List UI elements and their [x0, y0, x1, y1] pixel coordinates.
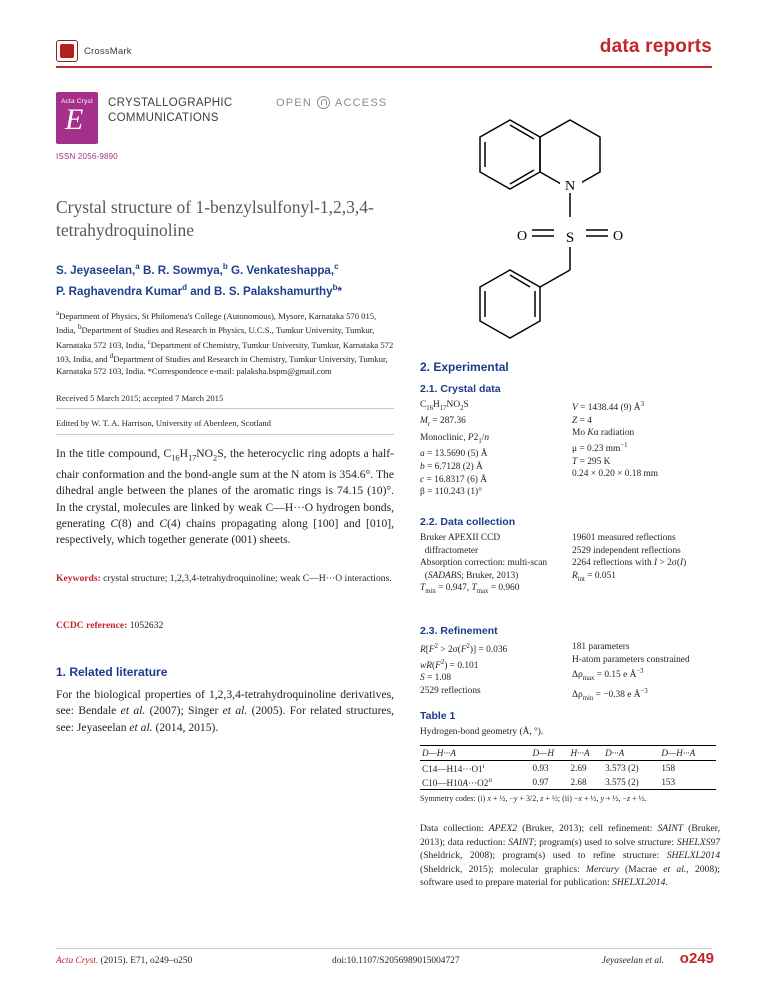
received-dates: Received 5 March 2015; accepted 7 March 2015 — [56, 393, 224, 403]
ccdc-label: CCDC reference: — [56, 620, 128, 631]
ccdc-reference — [56, 620, 394, 631]
experimental-heading: 2. Experimental — [420, 360, 509, 374]
refinement-right: 181 parameters H-atom parameters constrained $\Delta\rho_{max} = 0.15$ e $Å^{-3}$ $\Delta\rho_{min} = -0.38$ e $Å^{-3}$ — [572, 642, 690, 702]
hydrogen-bond-table — [420, 745, 716, 790]
chemical-structure-scheme — [420, 92, 720, 347]
cell-dh: 0.97 — [531, 775, 569, 790]
keywords-label: Keywords: — [56, 573, 101, 584]
scheme-atom-s: S — [565, 230, 575, 246]
section-label: data reports — [599, 36, 712, 57]
journal-badge — [56, 92, 98, 144]
badge-journal-name: Acta Cryst — [61, 98, 93, 105]
journal-title-line1: CRYSTALLOGRAPHIC — [108, 97, 233, 109]
badge-letter: E — [65, 103, 84, 136]
footer-citation — [56, 956, 192, 966]
footer-page-number: o249 — [679, 950, 714, 967]
header-rule — [56, 66, 712, 68]
issn: ISSN 2056-9890 — [56, 152, 118, 161]
data-collection-heading: 2.2. Data collection — [420, 516, 516, 528]
open-access-badge: OPEN ACCESS — [276, 96, 388, 109]
crystal-data-right: V = 1438.44 (9) $Å^3$ Z = 4 Mo Kα radiation μ = 0.23 $mm^{-1}$ T = 295 K 0.24 × 0.20 × 0.18 mm — [572, 401, 659, 480]
edited-by: Edited by W. T. A. Harrison, University of Aberdeen, Scotland — [56, 418, 271, 428]
cell-angle: 153 — [659, 775, 716, 790]
footer-journal: Acta Cryst. — [56, 956, 99, 966]
keywords — [56, 572, 394, 586]
table-row — [420, 775, 716, 790]
cell-dha: $C10—H10A\cdot\cdot\cdot O2^{ii}$ — [420, 775, 531, 790]
related-literature-heading: 1. Related literature — [56, 665, 168, 679]
keywords-value: crystal structure; 1,2,3,4-tetrahydroquinoline; weak C—H···O interactions. — [103, 573, 392, 584]
footer-doi[interactable]: doi:10.1107/S2056989015004727 — [332, 956, 460, 966]
related-literature-text: For the biological properties of 1,2,3,4-tetrahydroquinoline derivatives, see: Bendale et al. (2007); Singer et al. (2005). For related structures, see: Jeyaseelan et al. (2014, 2015). — [56, 688, 394, 734]
data-collection-right: 19601 measured reflections 2529 independent reflections 2264 reflections with I > 2σ(I) $R_{int} = 0.051$ — [572, 533, 687, 583]
scheme-atom-o-right: O — [612, 229, 624, 244]
cell-ha: 2.69 — [570, 763, 587, 774]
table-row — [420, 761, 716, 776]
th-ha: H···A — [569, 746, 604, 761]
journal-title-line2: COMMUNICATIONS — [108, 112, 219, 124]
abstract: In the title compound, $C_{16}H_{17}NO_2S$, the heterocyclic ring adopts a half-chair conformation and the bond-angle sum at the N atom is 354.6°. The dihedral angle between the planes of the aromatic rings is 74.15 (10)°. In the crystal, molecules are linked by weak C—H···O hydrogen bonds, generating C(8) and C(4) chains propagating along [100] and [010], respectively, which together generate (001) sheets. — [56, 447, 395, 547]
footer-authors: Jeyaseelan et al. — [601, 956, 664, 966]
cell-da: 3.575 (2) — [603, 775, 659, 790]
th-da: D···A — [603, 746, 659, 761]
journal-title — [108, 96, 233, 126]
refinement-heading: 2.3. Refinement — [420, 625, 498, 637]
crystal-data-heading: 2.1. Crystal data — [420, 383, 501, 395]
software-paragraph: Data collection: APEX2 (Bruker, 2013); cell refinement: SAINT (Bruker, 2013); data reduction: SAINT; program(s) used to solve structure: SHELXS97 (Sheldrick, 2008); program(s) used to refine structure: SHELXL2014 (Sheldrick, 2015); molecular graphics: Mercury (Macrae et al., 2008); software used to prepare material for publication: SHELXL2014. — [420, 823, 721, 889]
crossmark-icon — [56, 40, 78, 62]
th-angle: D—H···A — [659, 746, 716, 761]
symmetry-codes: Symmetry codes: (i) x + ½, −y + 3/2, z + ½; (ii) −x + ½, y + ½, −z + ½. — [420, 794, 647, 803]
table-caption: Hydrogen-bond geometry (Å, °). — [420, 727, 544, 737]
cell-dh: 0.93 — [532, 763, 549, 774]
cell-angle: 158 — [661, 763, 676, 774]
lock-icon — [317, 96, 330, 109]
footer-rule — [56, 948, 712, 949]
divider-2 — [56, 434, 394, 435]
refinement-left: $R[F^2 > 2\sigma(F^2)] = 0.036$ $wR(F^2) = 0.101$ S = 1.08 2529 reflections — [420, 643, 508, 697]
table-label: Table 1 — [420, 710, 456, 722]
author-list: S. Jeyaseelan,$^a$ B. R. Sowmya,$^b$ G. Venkateshappa,$^c$ P. Raghavendra Kumar$^d$ and B. S. Palakshamurthy$^b$* — [56, 262, 342, 298]
ccdc-value: 1052632 — [129, 620, 164, 631]
divider-1 — [56, 408, 394, 409]
table-header-row — [420, 746, 716, 761]
crossmark-logo[interactable] — [56, 40, 132, 62]
cell-ha: 2.68 — [569, 775, 604, 790]
scheme-atom-o-left: O — [516, 229, 528, 244]
crossmark-label: CrossMark — [84, 45, 132, 57]
scheme-atom-n: N — [564, 179, 576, 194]
crystal-data-left: $C_{16}H_{17}NO_2S$ $M_r = 287.36$ Monoclinic, $P2_1/n$ a = 13.5690 (5) Å b = 6.7128 (2) Å c = 16.8317 (6) Å β = 110.243 (1)° — [420, 400, 490, 498]
affiliations: $^a$Department of Physics, St Philomena's College (Autonomous), Mysore, Karnataka 570 015, India, $^b$Department of Studies and Research in Physics, U.C.S., Tumkur University, Tumkur, Karnataka 572 103, India, $^c$Department of Chemistry, Tumkur University, Tumkur, Karnataka 572 103, India, and $^d$Department of Studies and Research in Chemistry, Tumkur University, Tumkur, Karnataka 572 103, India. *Correspondence e-mail: palaksha.bspm@gmail.com — [56, 309, 394, 376]
cell-dha: $C14—H14\cdot\cdot\cdot O1^i$ — [422, 762, 485, 774]
th-dh: D—H — [531, 746, 569, 761]
page-title: Crystal structure of 1-benzylsulfonyl-1,2,3,4-tetrahydroquinoline — [56, 197, 374, 240]
cell-da: 3.573 (2) — [605, 763, 639, 774]
th-dha: D—H···A — [420, 746, 531, 761]
scheme-svg — [420, 92, 720, 347]
footer-volume: (2015). E71, o249–o250 — [98, 956, 193, 966]
data-collection-left: Bruker APEXII CCD diffractometer Absorption correction: multi-scan (SADABS; Bruker, 2013) $T_{min} = 0.947$, $T_{max} = 0.960$ — [420, 533, 548, 596]
